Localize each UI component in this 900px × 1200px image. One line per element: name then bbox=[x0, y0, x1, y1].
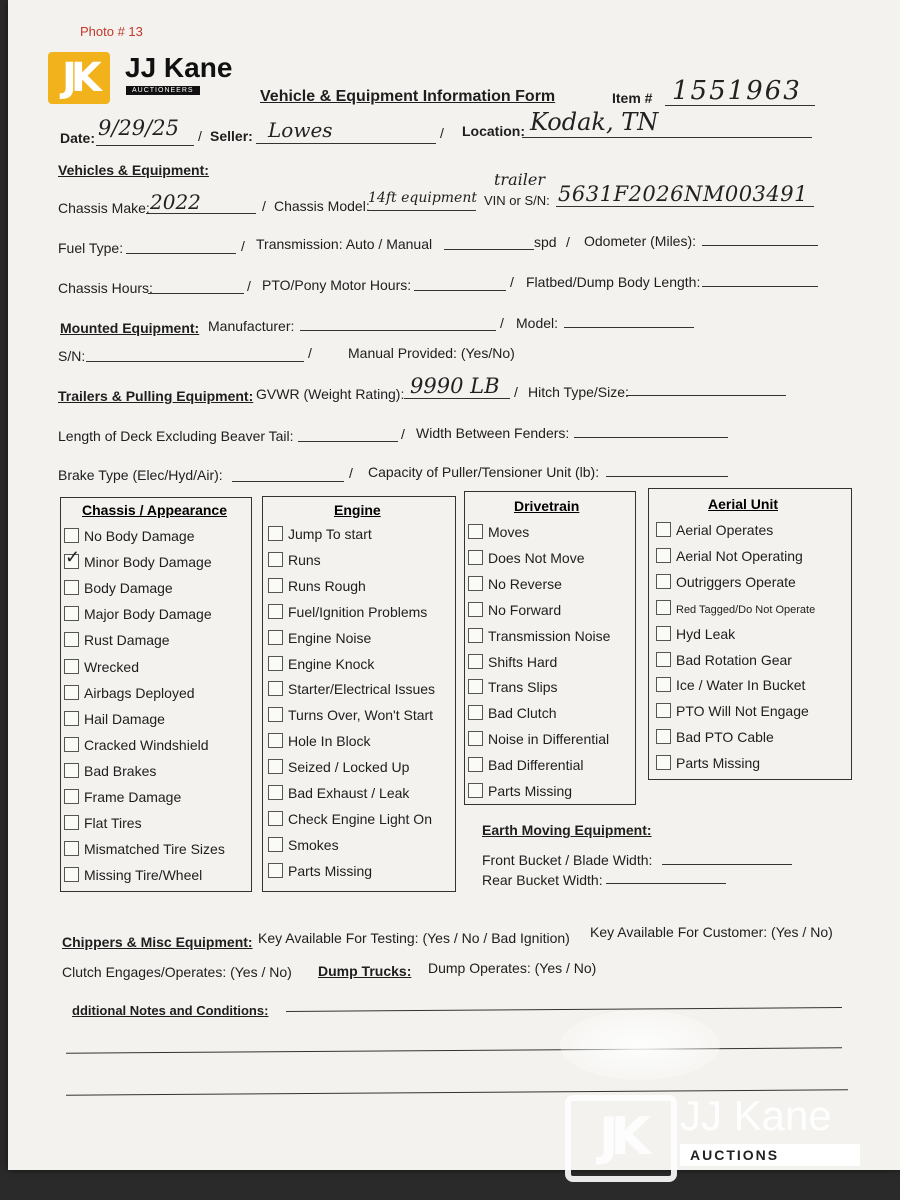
aerial-item bbox=[656, 652, 792, 668]
checkbox[interactable] bbox=[468, 757, 483, 772]
drivetrain-item bbox=[468, 576, 562, 592]
checkbox[interactable] bbox=[468, 654, 483, 669]
chassis_appearance-item bbox=[64, 528, 195, 544]
checkbox[interactable] bbox=[64, 606, 79, 621]
aerial-title: Aerial Unit bbox=[708, 496, 779, 512]
dump-operates-label: Dump Operates: (Yes / No) bbox=[428, 960, 597, 976]
checkbox-label: Missing Tire/Wheel bbox=[84, 867, 203, 884]
aerial-item bbox=[656, 626, 735, 642]
engine-item bbox=[268, 733, 370, 749]
drivetrain-item bbox=[468, 524, 529, 540]
checkbox[interactable] bbox=[268, 604, 283, 619]
checkbox-label: Hole In Block bbox=[288, 733, 371, 750]
checkbox[interactable] bbox=[64, 763, 79, 778]
vin-label: VIN or S/N: bbox=[484, 193, 550, 208]
gvwr-label: GVWR (Weight Rating): bbox=[256, 386, 405, 402]
checkbox[interactable] bbox=[468, 783, 483, 798]
checkbox[interactable] bbox=[468, 602, 483, 617]
chassis_appearance-item bbox=[64, 789, 181, 805]
chassis_appearance-item bbox=[64, 659, 139, 675]
checkbox[interactable] bbox=[468, 679, 483, 694]
engine-item bbox=[268, 656, 374, 672]
fuel-type-label: Fuel Type: bbox=[58, 240, 124, 256]
seller-label: Seller: bbox=[210, 128, 253, 144]
form-title: Vehicle & Equipment Information Form bbox=[260, 88, 556, 105]
checkbox[interactable] bbox=[468, 628, 483, 643]
chassis-make-label: Chassis Make: bbox=[58, 200, 150, 216]
checkbox-label: Parts Missing bbox=[676, 755, 761, 772]
checkbox[interactable] bbox=[656, 574, 671, 589]
checkbox[interactable] bbox=[268, 759, 283, 774]
checkbox[interactable] bbox=[268, 707, 283, 722]
sn-label: S/N: bbox=[58, 348, 86, 364]
checkbox-label: Smokes bbox=[288, 836, 339, 853]
aerial-item bbox=[656, 703, 809, 719]
checkbox-label: Engine Knock bbox=[288, 655, 375, 672]
chassis_appearance-item bbox=[64, 711, 165, 727]
engine-item bbox=[268, 837, 339, 853]
watermark-logo-icon: JK bbox=[565, 1095, 677, 1182]
front-bucket-label: Front Bucket / Blade Width: bbox=[482, 852, 653, 868]
engine-item bbox=[268, 759, 409, 775]
checkbox-label: Transmission Noise bbox=[488, 627, 611, 644]
checkbox-label: Rust Damage bbox=[84, 632, 170, 649]
aerial-item bbox=[656, 548, 803, 564]
watermark-tagline: AUCTIONS bbox=[680, 1144, 860, 1166]
checkbox-label: Trans Slips bbox=[488, 679, 558, 696]
checkbox[interactable] bbox=[468, 731, 483, 746]
mounted-equipment-label: Mounted Equipment: bbox=[60, 320, 200, 336]
jj-kane-logo-icon: JK bbox=[48, 52, 110, 104]
chassis-model-label: Chassis Model: bbox=[274, 198, 370, 214]
checkbox[interactable] bbox=[268, 681, 283, 696]
engine-item bbox=[268, 526, 372, 542]
checkbox[interactable] bbox=[656, 755, 671, 770]
checkbox-label: Bad Differential bbox=[488, 757, 584, 774]
aerial-item bbox=[656, 729, 774, 745]
chassis_appearance-item bbox=[64, 815, 142, 831]
checkbox[interactable] bbox=[468, 550, 483, 565]
drivetrain-item bbox=[468, 679, 558, 695]
checkbox[interactable] bbox=[656, 626, 671, 641]
chassis-model-value-2: trailer bbox=[494, 170, 545, 189]
dump-trucks-label: Dump Trucks: bbox=[318, 963, 412, 979]
pto-hours-label: PTO/Pony Motor Hours: bbox=[262, 277, 412, 293]
chassis-make-value: 2022 bbox=[150, 190, 201, 214]
chassis-hours-label: Chassis Hours: bbox=[58, 280, 153, 296]
checkbox-label: Parts Missing bbox=[288, 862, 373, 879]
checkbox-label: No Forward bbox=[488, 601, 562, 618]
model-label: Model: bbox=[516, 315, 559, 331]
checkbox[interactable] bbox=[656, 729, 671, 744]
checkbox-label: Airbags Deployed bbox=[84, 684, 195, 701]
rear-bucket-label: Rear Bucket Width: bbox=[482, 872, 603, 888]
checkbox-label: No Reverse bbox=[488, 575, 562, 592]
checkbox-label: Ice / Water In Bucket bbox=[676, 677, 806, 694]
checkbox-label: Hyd Leak bbox=[676, 625, 736, 642]
checkbox[interactable] bbox=[268, 811, 283, 826]
key-customer-label: Key Available For Customer: (Yes / No) bbox=[590, 924, 833, 940]
odometer-label: Odometer (Miles): bbox=[584, 233, 697, 249]
key-testing-label: Key Available For Testing: (Yes / No / Bad Ignition) bbox=[258, 930, 570, 946]
aerial-item bbox=[656, 574, 796, 590]
manufacturer-label: Manufacturer: bbox=[208, 318, 295, 334]
location-label: Location: bbox=[462, 123, 525, 139]
drivetrain-item bbox=[468, 654, 557, 670]
logo-tagline: AUCTIONEERS bbox=[126, 86, 200, 95]
checkbox[interactable] bbox=[468, 524, 483, 539]
checkbox-label: Aerial Operates bbox=[676, 522, 774, 538]
engine-item bbox=[268, 630, 371, 646]
chassis_appearance-item bbox=[64, 763, 156, 779]
checkbox-label: Jump To start bbox=[288, 526, 372, 542]
engine-item bbox=[268, 785, 409, 801]
checkbox-label: No Body Damage bbox=[84, 528, 195, 544]
transmission-label: Transmission: Auto / Manual bbox=[256, 236, 433, 252]
checkbox-label: Red Tagged/Do Not Operate bbox=[676, 603, 816, 616]
checkbox[interactable] bbox=[64, 632, 79, 647]
aerial-item bbox=[656, 677, 805, 693]
checkbox[interactable] bbox=[468, 705, 483, 720]
checkbox[interactable] bbox=[656, 600, 671, 615]
checkbox[interactable] bbox=[64, 659, 79, 674]
hitch-label: Hitch Type/Size: bbox=[528, 384, 629, 400]
drivetrain-item bbox=[468, 783, 572, 799]
checkbox[interactable] bbox=[268, 785, 283, 800]
checkbox-label: Bad PTO Cable bbox=[676, 729, 774, 746]
checkbox-label: Noise in Differential bbox=[488, 731, 610, 748]
drivetrain-item bbox=[468, 731, 609, 747]
engine-item bbox=[268, 811, 432, 827]
checkbox[interactable] bbox=[64, 711, 79, 726]
aerial-item bbox=[656, 755, 760, 771]
manual-provided-label: Manual Provided: (Yes/No) bbox=[348, 345, 515, 361]
chassis-appearance-title: Chassis / Appearance bbox=[82, 502, 227, 518]
checkbox-label: Seized / Locked Up bbox=[288, 759, 410, 776]
checkbox-label: Bad Rotation Gear bbox=[676, 651, 792, 668]
chassis_appearance-item bbox=[64, 606, 212, 622]
checkbox[interactable] bbox=[656, 548, 671, 563]
date-label: Date: bbox=[60, 130, 96, 146]
checkbox[interactable] bbox=[468, 576, 483, 591]
checkbox-label: Turns Over, Won't Start bbox=[288, 707, 434, 724]
checkbox-label: Major Body Damage bbox=[84, 606, 212, 623]
puller-capacity-label: Capacity of Puller/Tensioner Unit (lb): bbox=[368, 464, 600, 480]
checkbox-label: Runs Rough bbox=[288, 577, 366, 594]
engine-item bbox=[268, 863, 372, 879]
aerial-item bbox=[656, 522, 773, 538]
chippers-label: Chippers & Misc Equipment: bbox=[62, 934, 253, 950]
chassis_appearance-item bbox=[64, 737, 209, 753]
checkbox-label: Frame Damage bbox=[84, 789, 182, 805]
checkbox-label: Hail Damage bbox=[84, 710, 165, 727]
item-label: Item # bbox=[612, 90, 653, 106]
engine-item bbox=[268, 604, 427, 620]
checkbox[interactable] bbox=[64, 580, 79, 595]
checkbox[interactable] bbox=[64, 528, 79, 543]
engine-item bbox=[268, 552, 321, 568]
gvwr-value: 9990 LB bbox=[410, 374, 500, 398]
chassis_appearance-item bbox=[64, 580, 173, 596]
checkbox-label: Does Not Move bbox=[488, 549, 585, 566]
checkbox-label: Fuel/Ignition Problems bbox=[288, 603, 428, 620]
vin-value: 5631F2026NM003491 bbox=[558, 182, 808, 206]
checkbox[interactable] bbox=[656, 703, 671, 718]
checkbox-label: Runs bbox=[288, 551, 321, 568]
notes-label: dditional Notes and Conditions: bbox=[72, 1003, 269, 1018]
engine-item bbox=[268, 681, 435, 697]
checkbox-label: Body Damage bbox=[84, 580, 173, 597]
checkbox[interactable] bbox=[64, 815, 79, 830]
checkbox[interactable] bbox=[268, 578, 283, 593]
checkbox[interactable] bbox=[268, 837, 283, 852]
drivetrain-item bbox=[468, 602, 561, 618]
checkbox-label: Engine Noise bbox=[288, 629, 372, 646]
fender-width-label: Width Between Fenders: bbox=[416, 425, 570, 441]
checkbox[interactable] bbox=[268, 526, 283, 541]
checkbox[interactable] bbox=[656, 677, 671, 692]
checkbox[interactable] bbox=[64, 737, 79, 752]
checkbox[interactable] bbox=[64, 547, 81, 569]
location-value: Kodak, TN bbox=[530, 108, 659, 136]
engine-item bbox=[268, 707, 433, 723]
drivetrain-item bbox=[468, 550, 584, 566]
checkbox[interactable] bbox=[64, 867, 79, 882]
checkbox-label: Bad Brakes bbox=[84, 762, 157, 779]
checkbox[interactable] bbox=[268, 552, 283, 567]
checkbox[interactable] bbox=[656, 652, 671, 667]
chassis_appearance-item bbox=[64, 685, 195, 701]
checkbox-label: PTO Will Not Engage bbox=[676, 703, 809, 720]
checkbox-label: Flat Tires bbox=[84, 815, 142, 832]
photo-number: Photo # 13 bbox=[80, 24, 143, 39]
checkbox-label: Check Engine Light On bbox=[288, 810, 432, 827]
checkbox-label: Outriggers Operate bbox=[676, 573, 796, 590]
checkbox[interactable] bbox=[268, 656, 283, 671]
drivetrain-title: Drivetrain bbox=[514, 498, 580, 514]
section-vehicles: Vehicles & Equipment: bbox=[58, 162, 209, 178]
checkbox[interactable] bbox=[268, 863, 283, 878]
engine-title: Engine bbox=[334, 502, 381, 518]
deck-length-label: Length of Deck Excluding Beaver Tail: bbox=[58, 428, 294, 444]
seller-value: Lowes bbox=[268, 118, 333, 142]
spd-label: spd bbox=[534, 234, 557, 250]
item-value: 1551963 bbox=[672, 76, 802, 106]
chassis-model-value: 14ft equipment bbox=[368, 190, 477, 206]
logo-name: JJ Kane bbox=[125, 52, 233, 83]
checkbox[interactable] bbox=[64, 789, 79, 804]
chassis_appearance-item bbox=[64, 547, 212, 571]
checkbox[interactable] bbox=[64, 841, 79, 856]
checkbox-label: Parts Missing bbox=[488, 783, 573, 799]
checkbox-label: Shifts Hard bbox=[488, 653, 558, 670]
checkbox-label: Mismatched Tire Sizes bbox=[84, 841, 225, 858]
brake-type-label: Brake Type (Elec/Hyd/Air): bbox=[58, 467, 223, 483]
paper-stain bbox=[560, 1010, 720, 1080]
checkbox-label: Aerial Not Operating bbox=[676, 547, 803, 564]
engine-item bbox=[268, 578, 366, 594]
drivetrain-item bbox=[468, 705, 556, 721]
checkbox[interactable] bbox=[268, 733, 283, 748]
checkbox-label: Starter/Electrical Issues bbox=[288, 681, 436, 698]
checkbox-label: Wrecked bbox=[84, 658, 139, 675]
drivetrain-item bbox=[468, 757, 583, 773]
checkbox-label: Cracked Windshield bbox=[84, 736, 209, 753]
date-value: 9/29/25 bbox=[98, 116, 179, 140]
checkbox[interactable] bbox=[64, 685, 79, 700]
earth-moving-title: Earth Moving Equipment: bbox=[482, 822, 652, 838]
watermark-name: JJ Kane bbox=[680, 1092, 832, 1139]
drivetrain-item bbox=[468, 628, 610, 644]
checkbox-label: Bad Exhaust / Leak bbox=[288, 785, 410, 801]
checkbox-label: Minor Body Damage bbox=[84, 554, 212, 571]
chassis_appearance-item bbox=[64, 632, 170, 648]
checkbox-label: Bad Clutch bbox=[488, 705, 557, 722]
flatbed-label: Flatbed/Dump Body Length: bbox=[526, 274, 701, 290]
checkbox-label: Moves bbox=[488, 524, 530, 540]
chassis_appearance-item bbox=[64, 867, 202, 883]
checkmark-icon: ✓ bbox=[65, 547, 81, 568]
checkbox[interactable] bbox=[656, 522, 671, 537]
aerial-item bbox=[656, 600, 815, 616]
chassis_appearance-item bbox=[64, 841, 225, 857]
trailers-label: Trailers & Pulling Equipment: bbox=[58, 388, 254, 404]
checkbox[interactable] bbox=[268, 630, 283, 645]
clutch-label: Clutch Engages/Operates: (Yes / No) bbox=[62, 964, 292, 980]
